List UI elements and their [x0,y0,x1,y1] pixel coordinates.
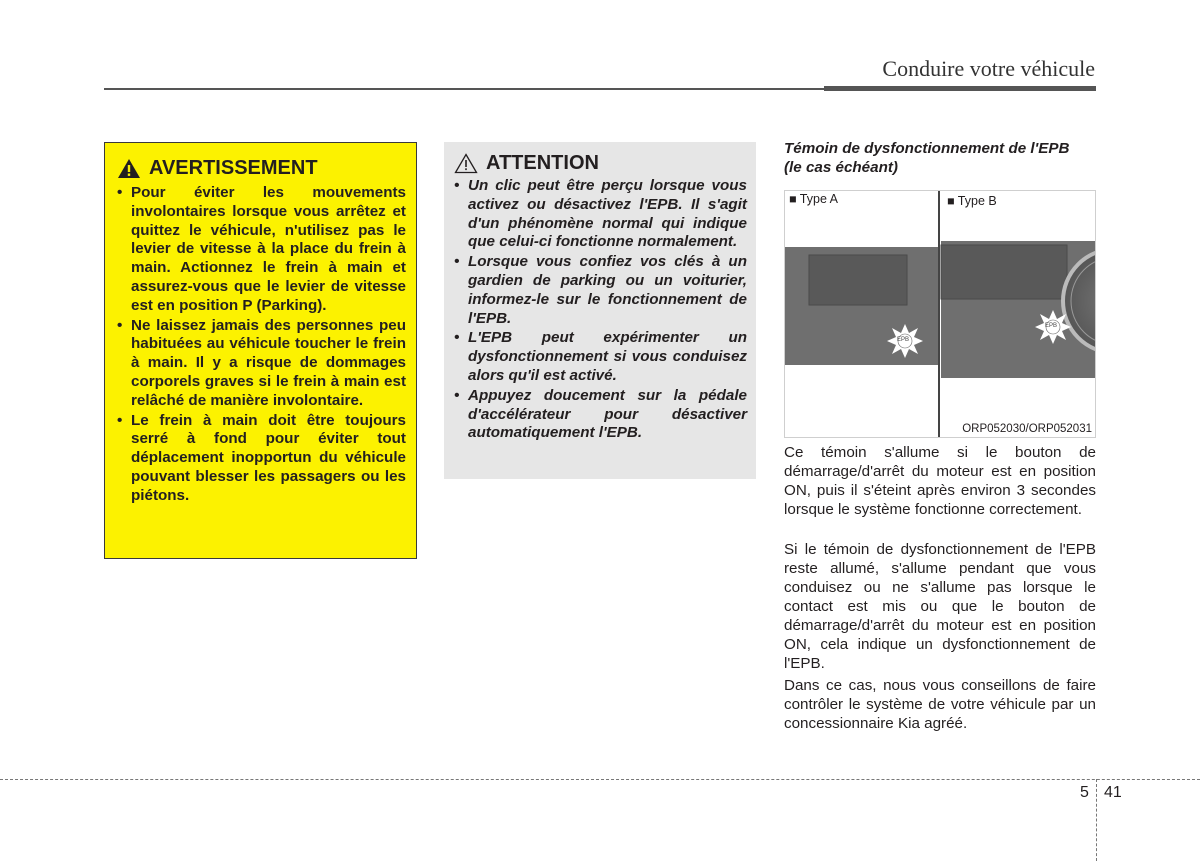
figure-label-type-b: ■ Type B [947,194,997,208]
warning-triangle-icon [117,158,141,179]
epb-icon-label-a: EPB [897,337,910,343]
warning-list [117,184,406,506]
attention-title: ATTENTION [486,152,599,174]
cluster-illustration [784,190,1096,438]
footer-divider [1096,779,1097,861]
warning-item: • Le frein à main doit être toujours serré à fond pour éviter tout déplacement inopportun du véhicule pouvant blesser les passagers ou les piétons. [117,412,406,506]
body-paragraph: Ce témoin s'allume si le bouton de démarrage/d'arrêt du moteur est en position ON, puis il s'éteint après environ 3 secondes lorsque le système fonctionne correctement. [784,444,1096,518]
instrument-cluster-drawing [785,191,1096,438]
attention-box [444,142,756,479]
warning-item: • Ne laissez jamais des personnes peu habituées au véhicule toucher le frein à main. Il y a risque de dommages corporels graves si le frein à main est relâché de manière involontaire. [117,317,406,411]
warning-title: AVERTISSEMENT [149,157,318,179]
attention-item: • L'EPB peut expérimenter un dysfonctionnement si vous conduisez alors qu'il est activé. [454,329,747,385]
header-rule-accent [824,86,1096,91]
page-number: 41 [1104,784,1122,801]
attention-list [454,177,747,443]
body-paragraph: Dans ce cas, nous vous conseillons de faire contrôler le système de votre véhicule par un concessionnaire Kia agréé. [784,677,1096,732]
chapter-number: 5 [1080,784,1089,801]
page-header-title: Conduire votre véhicule [882,56,1095,81]
attention-item: • Lorsque vous confiez vos clés à un gardien de parking ou un voiturier, informez-le sur le fonctionnement de l'EPB. [454,253,747,328]
caution-triangle-icon [454,153,478,174]
figure-label-type-a: ■ Type A [789,192,839,206]
body-paragraph: Si le témoin de dysfonctionnement de l'EPB reste allumé, s'allume pendant que vous conduisez ou ne s'allume pas lorsque le contact est mis ou que le bouton de démarrage/d'arrêt du moteur est en position ON, cela indique un dysfonctionnement de l'EPB. [784,541,1096,672]
attention-item: • Un clic peut être perçu lorsque vous activez ou désactivez l'EPB. Il s'agit d'un phénomène normal qui indique que celui-ci fonctionne normalement. [454,177,747,252]
figure-code: ORP052030/ORP052031 [962,423,1092,435]
attention-item: • Appuyez doucement sur la pédale d'accélérateur pour désactiver automatiquement l'EPB. [454,387,747,443]
warning-header [117,157,406,180]
footer-rule [0,779,1200,780]
epb-icon-label-b: EPB [1045,323,1058,329]
attention-header [454,152,747,175]
warning-box [104,142,417,559]
section-title: Témoin de dysfonctionnement de l'EPB (le cas échéant) [784,140,1070,176]
warning-item: • Pour éviter les mouvements involontaires lorsque vous arrêtez et quittez le véhicule, n'utilisez pas le levier de vitesse à la place du frein à main. Actionnez le frein à main et assurez-vous que le levier de vitesse est en position P (Parking). [117,184,406,316]
